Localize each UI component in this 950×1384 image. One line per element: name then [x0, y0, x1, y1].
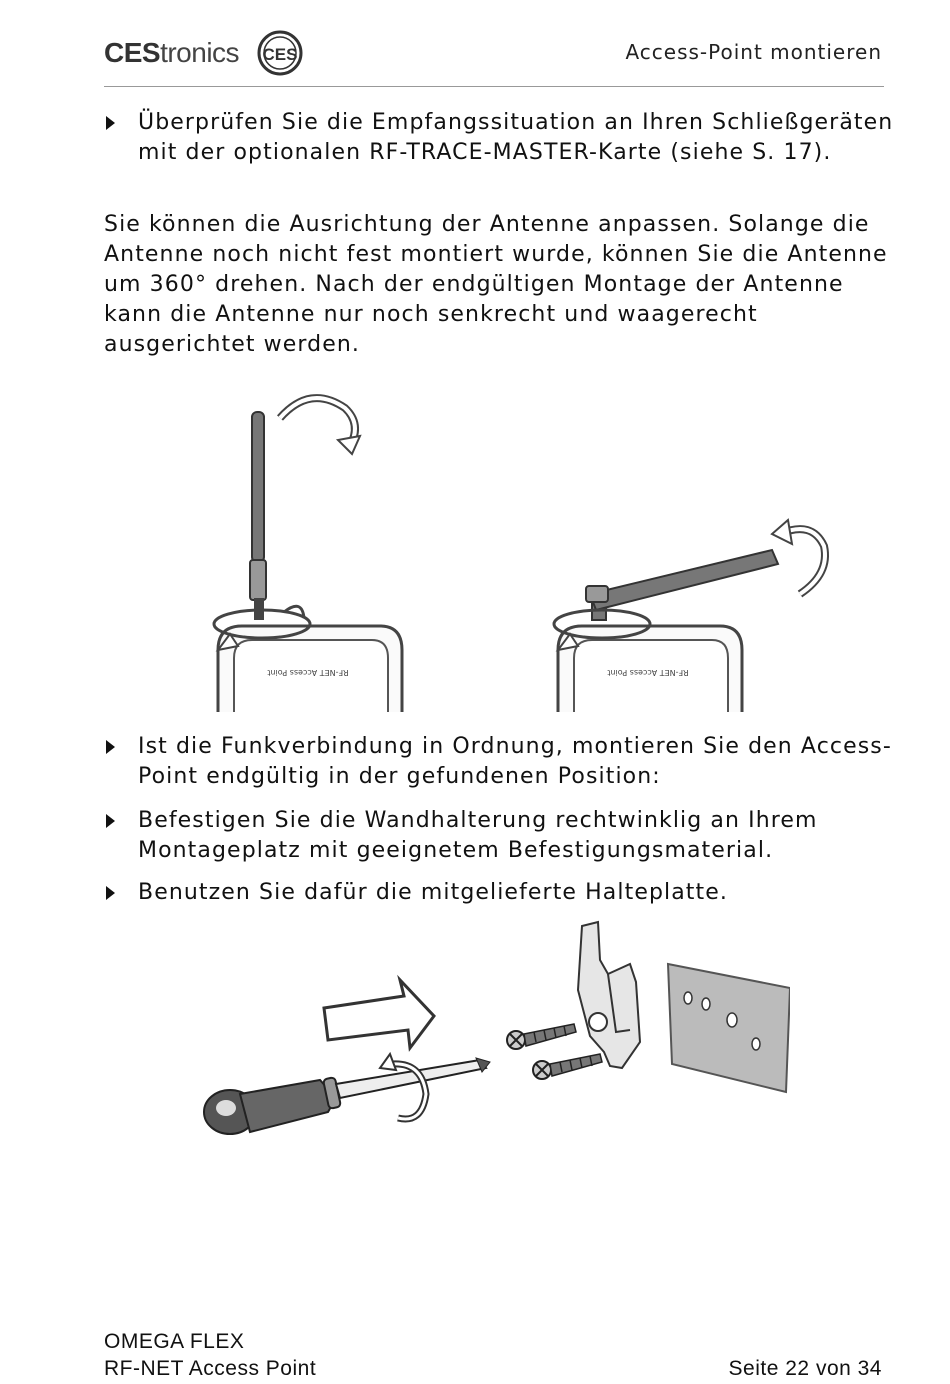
bullet-mounting-plate: Benutzen Sie dafür die mitgelieferte Halteplatte.	[104, 878, 894, 908]
logo-wordmark: CEStronics	[104, 37, 240, 68]
antenna-rotation-illustration	[200, 388, 860, 712]
screw-icon	[533, 1054, 602, 1079]
section-title: Access-Point montieren	[625, 40, 882, 64]
wall-bracket-icon	[578, 922, 640, 1068]
svg-text:RF-NET Access Point: RF-NET Access Point	[607, 668, 689, 677]
bullet-arrow-icon	[104, 878, 124, 908]
bullet-arrow-icon	[104, 732, 124, 762]
ces-seal-logo	[257, 30, 303, 76]
footer-subtitle: RF-NET Access Point	[104, 1357, 317, 1380]
bullet-wall-bracket: Befestigen Sie die Wandhalterung rechtwinklig an Ihrem Montageplatz mit geeignetem Befestigungsmaterial.	[104, 806, 894, 866]
screw-icon	[507, 1024, 576, 1049]
svg-text:RF-NET Access Point: RF-NET Access Point	[267, 668, 349, 677]
bullet-arrow-icon	[104, 806, 124, 836]
mounting-plate-icon	[668, 964, 790, 1092]
bullet-check-reception: Überprüfen Sie die Empfangssituation an Ihren Schließgeräten mit der optionalen RF-TRACE-MASTER-Karte (siehe S. 17).	[104, 108, 894, 168]
page-number: Seite 22 von 34	[728, 1357, 882, 1380]
company-logo	[104, 28, 303, 78]
wall-mounting-illustration	[190, 912, 790, 1162]
footer-product: OMEGA FLEX	[104, 1330, 245, 1353]
header-divider	[104, 86, 884, 87]
svg-text:CES: CES	[262, 45, 298, 64]
antenna-paragraph: Sie können die Ausrichtung der Antenne anpassen. Solange die Antenne noch nicht fest montiert wurde, können Sie die Antenne um 360° drehen. Nach der endgültigen Montage der Antenne kann die Antenne nur noch senkrecht und waagerecht ausgerichtet werden.	[104, 212, 888, 357]
screwdriver-icon	[204, 1054, 490, 1134]
bullet-final-mounting: Ist die Funkverbindung in Ordnung, montieren Sie den Access-Point endgültig in der gefundenen Position:	[104, 732, 894, 792]
bullet-arrow-icon	[104, 108, 124, 138]
access-point-vertical-antenna	[214, 398, 402, 712]
access-point-horizontal-antenna	[554, 520, 825, 712]
direction-arrow-icon	[324, 980, 434, 1048]
